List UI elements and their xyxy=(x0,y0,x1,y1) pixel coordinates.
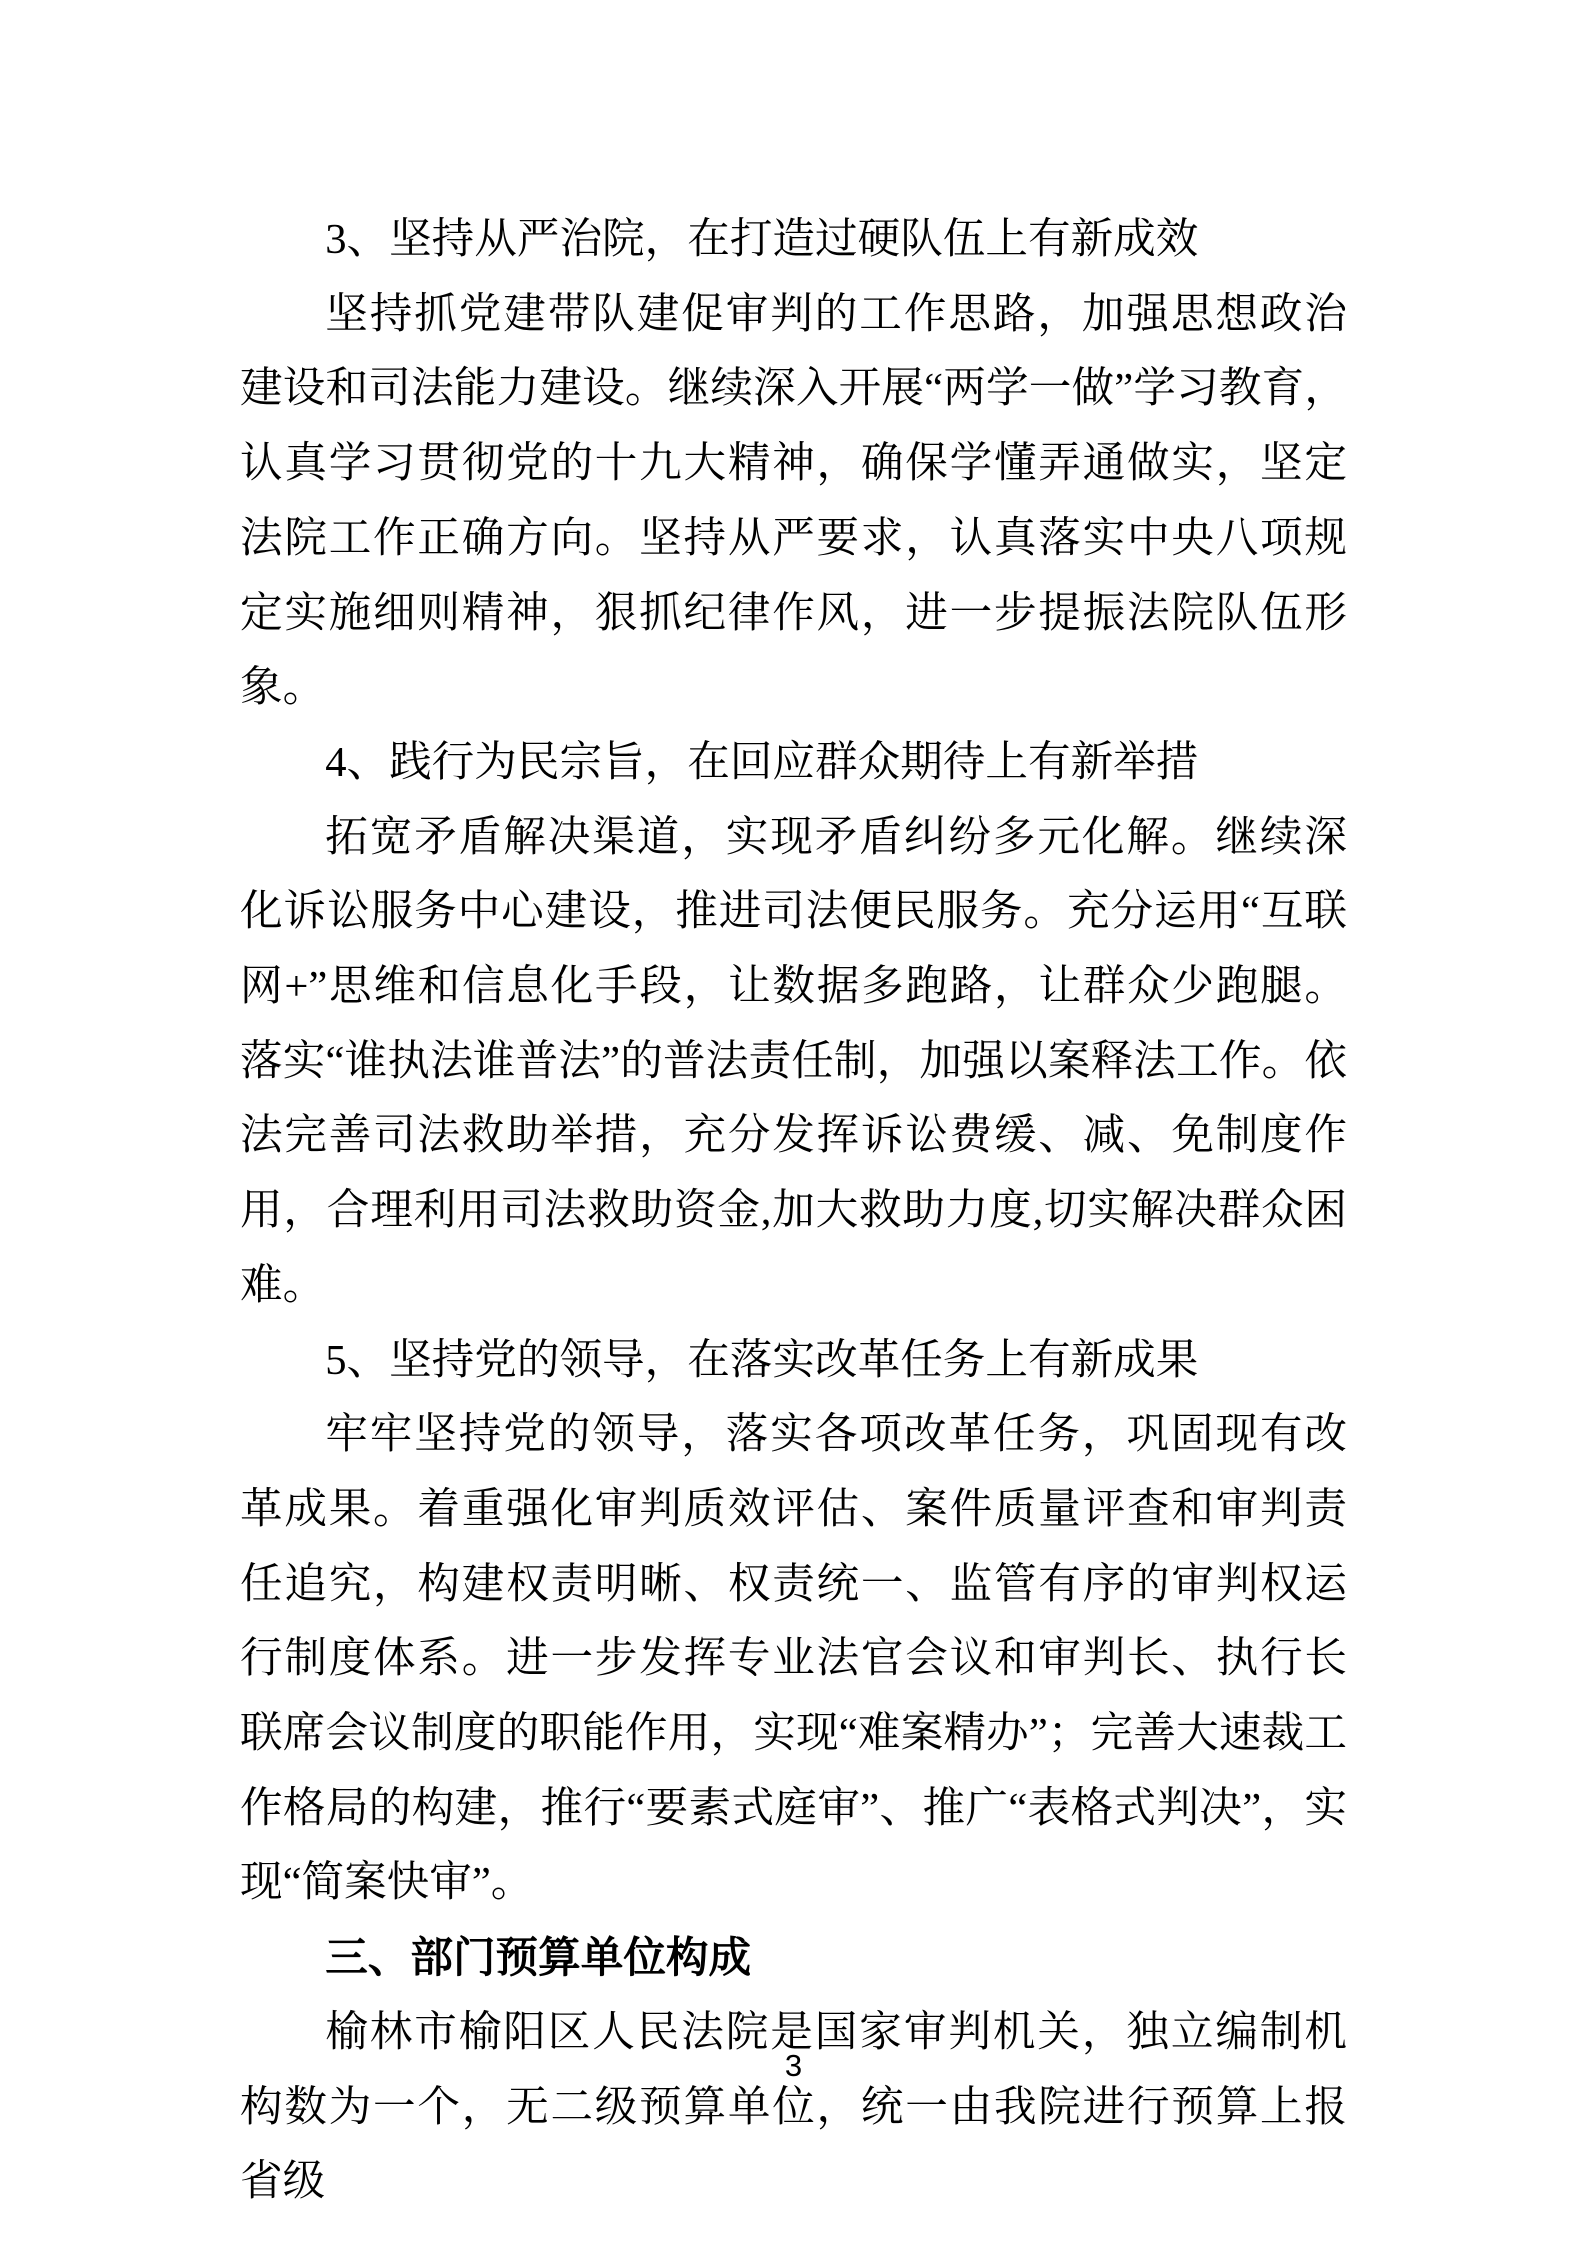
section-heading: 三、部门预算单位构成 xyxy=(325,1934,752,1983)
page-number: 3 xyxy=(784,2048,803,2083)
body-paragraph: 牢牢坚持党的领导，落实各项改革任务，巩固现有改革成果。着重强化审判质效评估、案件质量评查和审判责任追究，构建权责明晰、权责统一、监管有序的审判权运行制度体系。进一步发挥专业法官会议和审判长、执行长联席会议制度的职能作用，实现“难案精办”；完善大速裁工作格局的构建，推行“要素式庭审”、推广“表格式判决”，实现“简案快审”。 xyxy=(240,1411,1347,1907)
page-footer xyxy=(0,2046,1587,2086)
numbered-heading: 3、坚持从严治院，在打造过硬队伍上有新成效 xyxy=(325,216,1199,263)
body-paragraph: 榆林市榆阳区人民法院是国家审判机关，独立编制机构数为一个，无二级预算单位，统一由我院进行预算上报省级 xyxy=(240,2008,1347,2206)
body-paragraph: 坚持抓党建带队建促审判的工作思路，加强思想政治建设和司法能力建设。继续深入开展“两学一做”学习教育，认真学习贯彻党的十九大精神，确保学懂弄通做实，坚定法院工作正确方向。坚持从严要求，认真落实中央八项规定实施细则精神，狠抓纪律作风，进一步提振法院队伍形象。 xyxy=(240,290,1347,712)
numbered-heading: 4、践行为民宗旨，在回应群众期待上有新举措 xyxy=(325,738,1199,786)
document-body xyxy=(240,203,1347,2220)
body-paragraph: 拓宽矛盾解决渠道，实现矛盾纠纷多元化解。继续深化诉讼服务中心建设，推进司法便民服务。充分运用“互联网+”思维和信息化手段，让数据多跑路，让群众少跑腿。落实“谁执法谁普法”的普法责任制，加强以案释法工作。依法完善司法救助举措，充分发挥诉讼费缓、减、免制度作用，合理利用司法救助资金,加大救助力度,切实解决群众困难。 xyxy=(240,813,1347,1309)
numbered-heading: 5、坚持党的领导，在落实改革任务上有新成果 xyxy=(325,1336,1199,1384)
